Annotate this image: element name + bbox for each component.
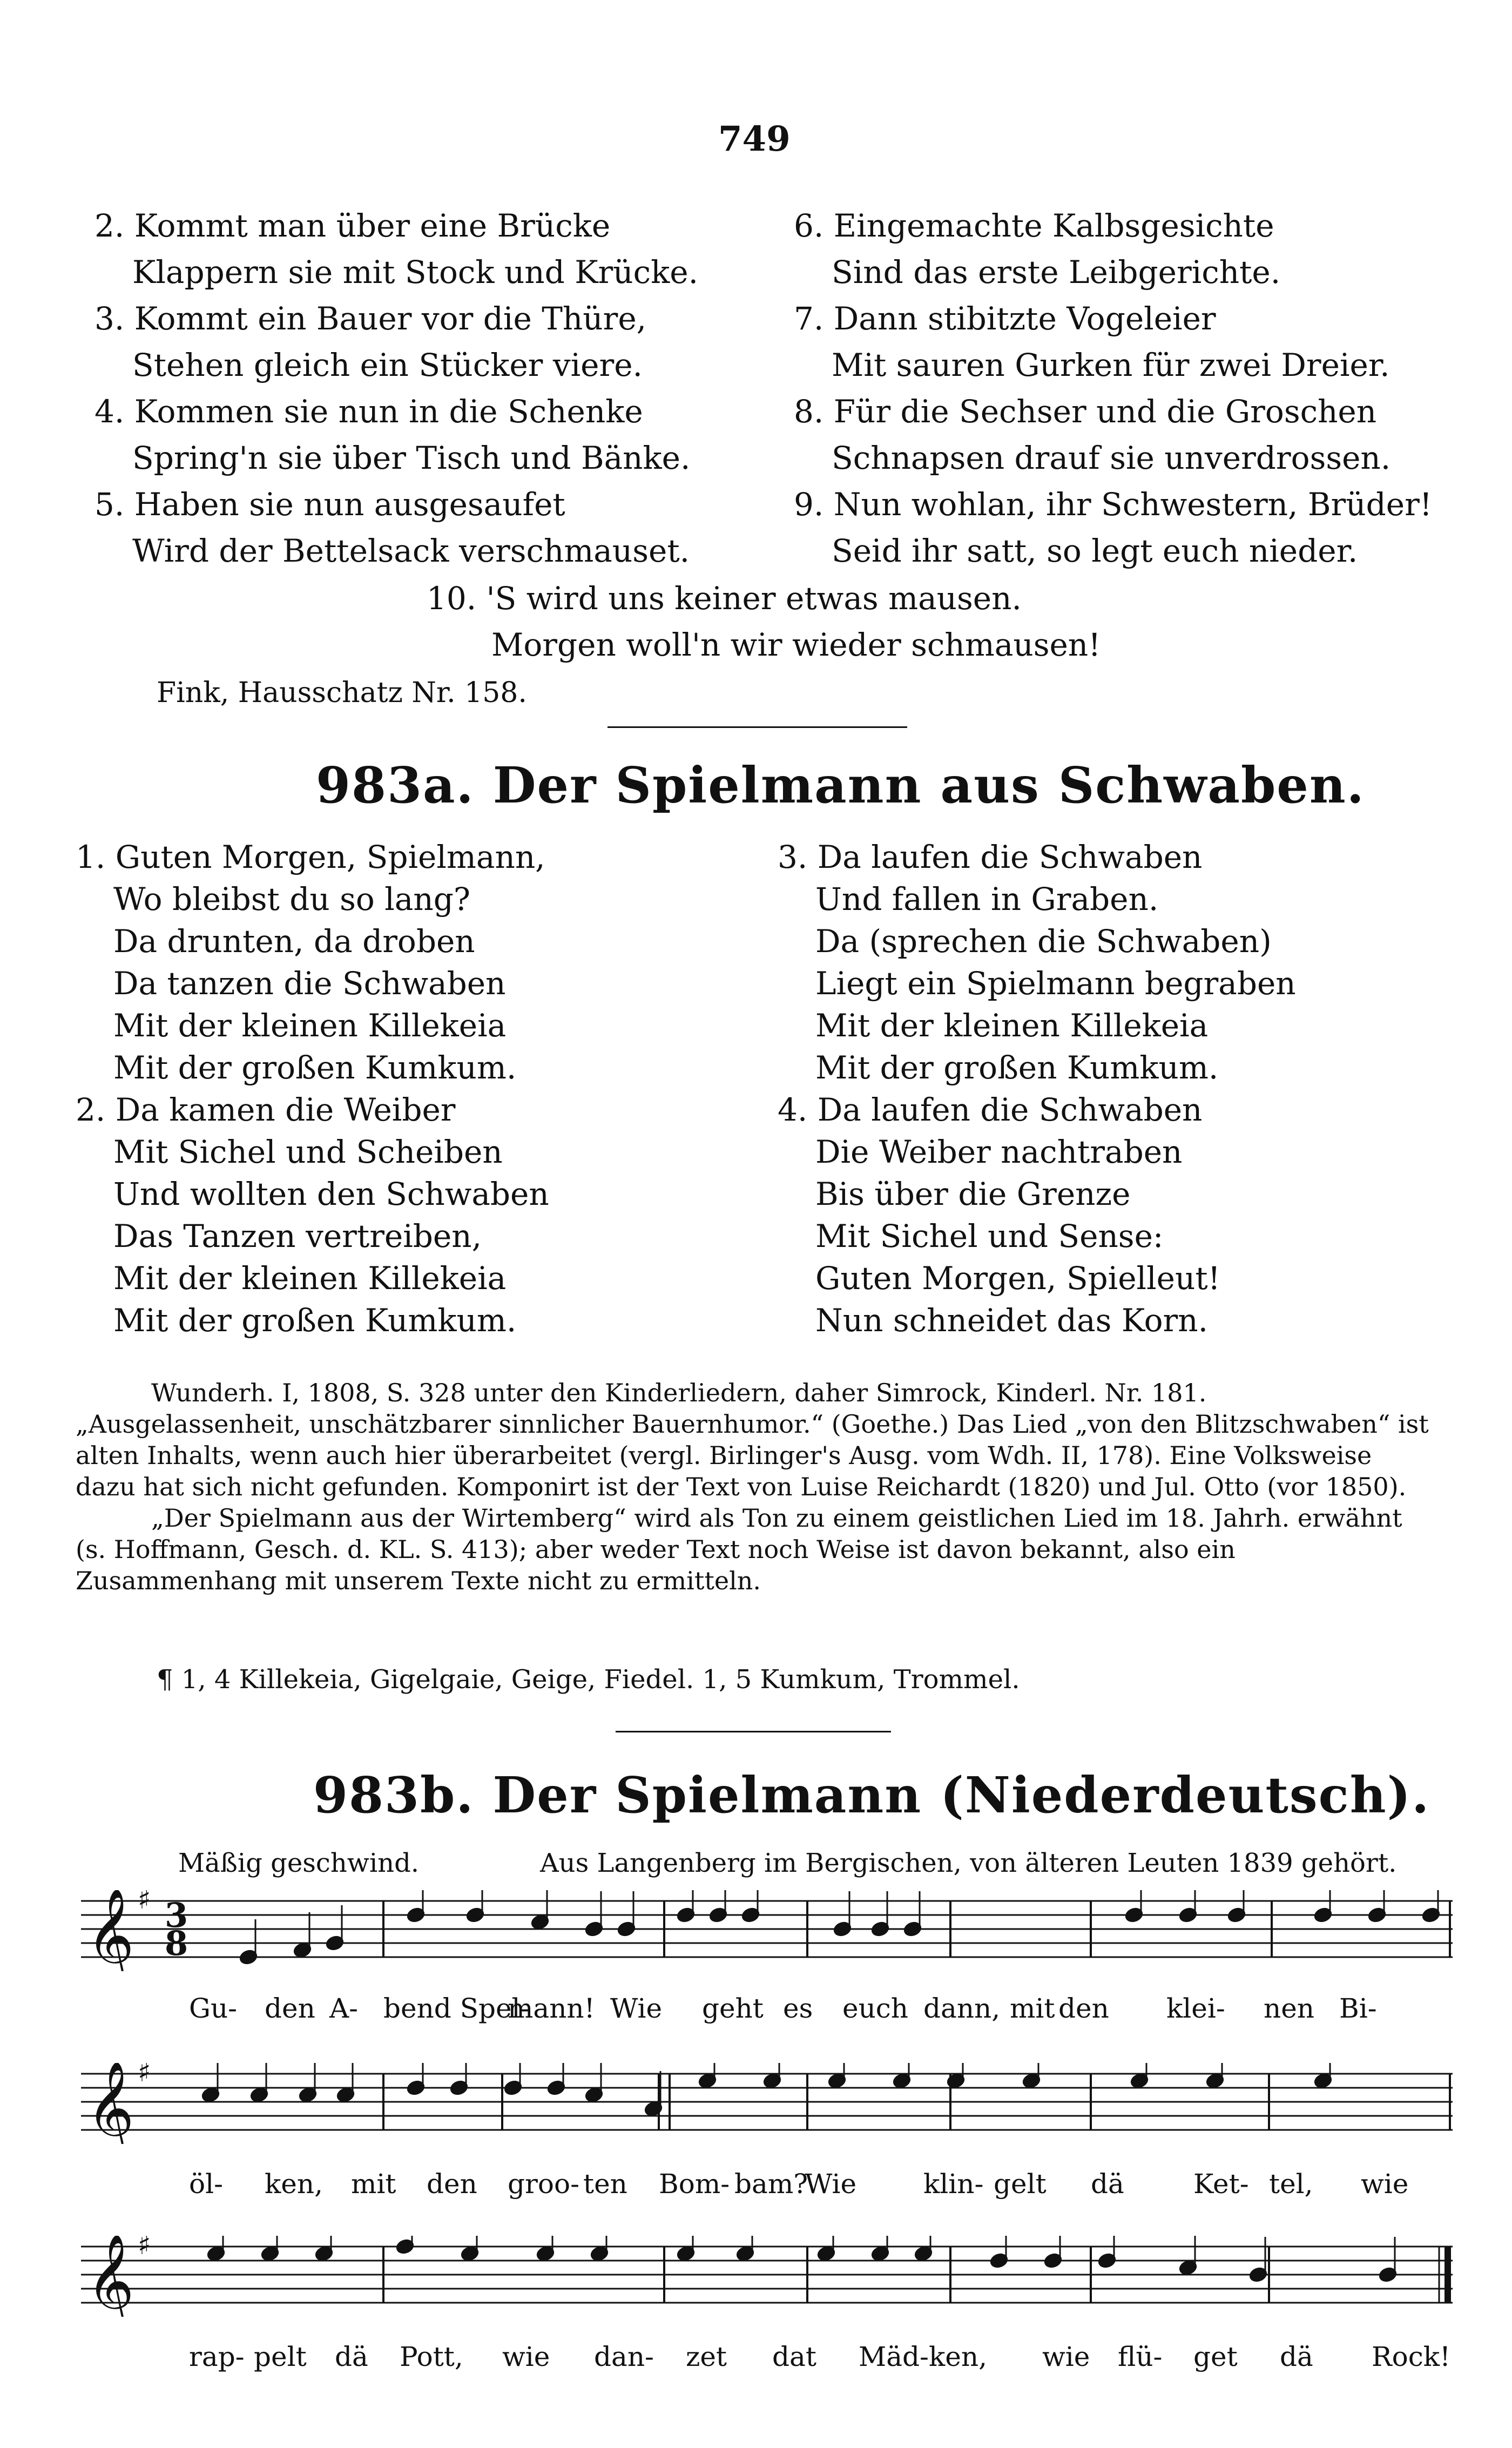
stanza-line: Klappern sie mit Stock und Krücke. — [132, 254, 699, 291]
divider-1 — [608, 726, 907, 728]
lyric-syllable: euch — [842, 1993, 908, 2024]
song2-right-column — [778, 836, 1480, 1341]
stanza-line: Mit der großen Kumkum. — [113, 1302, 517, 1339]
lyric-syllable: Wie — [805, 2168, 857, 2200]
tempo-marking: Mäßig geschwind. — [178, 1848, 420, 1878]
lyric-syllable: mann! — [508, 1993, 595, 2024]
lyric-syllable: Bom- — [659, 2168, 730, 2200]
lyric-syllable: mit — [1010, 1993, 1055, 2024]
stanza-line: Und wollten den Schwaben — [113, 1176, 549, 1212]
stanza-line: Mit der kleinen Killekeia — [113, 1007, 507, 1044]
stanza-line: 4. Kommen sie nun in die Schenke — [94, 393, 643, 430]
song2-notes — [76, 1377, 1436, 1596]
lyric-syllable: klei- — [1166, 1993, 1225, 2024]
time-signature-bottom: 8 — [165, 1924, 188, 1963]
lyric-syllable: Rock! — [1372, 2341, 1451, 2372]
song1-right-column — [794, 203, 1469, 574]
stanza-line: 9. Nun wohlan, ihr Schwestern, Brüder! — [794, 486, 1433, 523]
lyric-syllable: wie — [502, 2341, 550, 2372]
lyric-syllable: bend Spel- — [383, 1993, 530, 2024]
song2-glossary: ¶ 1, 4 Killekeia, Gigelgaie, Geige, Fiedel. 1, 5 Kumkum, Trommel. — [157, 1664, 1020, 1695]
stanza-number: 2. — [76, 1091, 116, 1128]
treble-clef-icon: 𝄞 — [86, 2236, 134, 2317]
stanza-line: Nun schneidet das Korn. — [815, 1302, 1209, 1339]
stanza-number: 8. — [794, 393, 834, 430]
sharp-icon: ♯ — [138, 1890, 151, 1915]
stanza-line: 3. Da laufen die Schwaben — [778, 839, 1203, 875]
stanza-line: 4. Da laufen die Schwaben — [778, 1091, 1203, 1128]
stanza-number: 7. — [794, 300, 834, 337]
lyric-syllable: den — [1058, 1993, 1109, 2024]
lyric-syllable: wie — [1042, 2341, 1090, 2372]
lyric-syllable: ken, — [929, 2341, 987, 2372]
page-number: 749 — [718, 119, 791, 159]
stanza-number: 4. — [778, 1091, 818, 1128]
stanza-line: Mit Sichel und Scheiben — [113, 1134, 503, 1170]
final-barline-thick — [1444, 2247, 1451, 2303]
song1-source: Fink, Hausschatz Nr. 158. — [157, 677, 527, 709]
stanza-number: 3. — [94, 300, 134, 337]
stanza-line: Mit der großen Kumkum. — [113, 1049, 517, 1086]
stanza-number: 6. — [794, 207, 834, 244]
lyric-syllable: den — [427, 2168, 477, 2200]
lyric-syllable: groo- — [508, 2168, 580, 2200]
lyric-syllable: gelt — [994, 2168, 1047, 2200]
stanza-line: Seid ihr satt, so legt euch nieder. — [832, 532, 1358, 569]
stanza-line: Mit der kleinen Killekeia — [815, 1007, 1209, 1044]
stanza-line: Und fallen in Graben. — [815, 881, 1159, 918]
stanza-line: Das Tanzen vertreiben, — [113, 1218, 482, 1255]
note-paragraph-2: „Der Spielmann aus der Wirtemberg“ wird als Ton zu einem geistlichen Lied im 18. Jahrh. erwähnt (s. Hoffmann, Gesch. d. KL. S. 413); aber weder Text noch Weise ist davon bekannt, also ein Zusammenhang mit unserem Texte nicht zu ermitteln. — [76, 1503, 1402, 1595]
lyric-syllable: flü- — [1118, 2341, 1163, 2372]
lyric-syllable: dann, — [923, 1993, 1001, 2024]
stanza-line: Wo bleibst du so lang? — [113, 881, 470, 918]
stanza-line: Morgen woll'n wir wieder schmausen! — [491, 626, 1101, 663]
stanza-line: Mit der großen Kumkum. — [815, 1049, 1219, 1086]
stanza-number: 9. — [794, 486, 834, 523]
lyric-syllable: klin- — [923, 2168, 984, 2200]
lyric-syllable: Bi- — [1339, 1993, 1377, 2024]
lyric-syllable: rap- — [189, 2341, 245, 2372]
song3-heading: 983b. Der Spielmann (Niederdeutsch). — [313, 1766, 1430, 1824]
lyric-syllable: Ket- — [1193, 2168, 1249, 2200]
stanza-line: Spring'n sie über Tisch und Bänke. — [132, 440, 691, 476]
note-paragraph-1: Wunderh. I, 1808, S. 328 unter den Kinderliedern, daher Simrock, Kinderl. Nr. 181. „Ausgelassenheit, unschätzbarer sinnlicher Bauernhumor.“ (Goethe.) Das Lied „von den Blitzschwaben“ ist alten Inhalts, wenn auch hier überarbeitet (vergl. Birlinger's Ausg. vom Wdh. II, 178). Eine Volksweise dazu hat sich nicht gefunden. Komponirt ist der Text von Luise Reichardt (1820) und Jul. Otto (vor 1850). — [76, 1378, 1429, 1501]
lyric-syllable: Wie — [610, 1993, 663, 2024]
stanza-line: Stehen gleich ein Stücker viere. — [132, 347, 643, 383]
sharp-icon: ♯ — [138, 2063, 151, 2088]
stanza-line: 2. Kommt man über eine Brücke — [94, 207, 611, 244]
stanza-line: 2. Da kamen die Weiber — [76, 1091, 456, 1128]
stanza-line: Da (sprechen die Schwaben) — [815, 923, 1272, 960]
lyric-syllable: dä — [1091, 2168, 1124, 2200]
divider-2 — [616, 1731, 891, 1732]
stanza-line: Sind das erste Leibgerichte. — [832, 254, 1281, 291]
stanza-number: 3. — [778, 839, 818, 875]
stanza-line: 1. Guten Morgen, Spielmann, — [76, 839, 545, 875]
lyric-syllable: öl- — [189, 2168, 223, 2200]
time-signature-top: 3 — [165, 1896, 188, 1935]
lyric-syllable: dä — [1280, 2341, 1313, 2372]
song1-left-column — [94, 203, 770, 574]
stanza-line: 5. Haben sie nun ausgesaufet — [94, 486, 565, 523]
stanza-line: Mit der kleinen Killekeia — [113, 1260, 507, 1297]
music-staff-1 — [81, 1890, 1453, 1971]
lyric-syllable: den — [265, 1993, 315, 2024]
lyric-syllable: dä — [335, 2341, 368, 2372]
music-staff-2 — [81, 2063, 1453, 2144]
stanza-line: Mit sauren Gurken für zwei Dreier. — [832, 347, 1390, 383]
stanza-line: Liegt ein Spielmann begraben — [815, 965, 1296, 1002]
lyric-syllable: nen — [1264, 1993, 1314, 2024]
lyric-syllable: get — [1193, 2341, 1238, 2372]
lyric-syllable: mit — [351, 2168, 396, 2200]
stanza-line: Schnapsen drauf sie unverdrossen. — [832, 440, 1391, 476]
lyric-syllable: wie — [1361, 2168, 1409, 2200]
treble-clef-icon: 𝄞 — [86, 1890, 134, 1971]
lyric-syllable: A- — [329, 1993, 359, 2024]
lyric-syllable: pelt — [254, 2341, 307, 2372]
stanza-line: Guten Morgen, Spielleut! — [815, 1260, 1220, 1297]
stanza-line: Mit Sichel und Sense: — [815, 1218, 1164, 1255]
stanza-line: 10. 'S wird uns keiner etwas mausen. — [427, 580, 1022, 617]
lyric-syllable: dan- — [594, 2341, 654, 2372]
song3-source: Aus Langenberg im Bergischen, von älteren Leuten 1839 gehört. — [540, 1848, 1397, 1878]
stanza-line: 8. Für die Sechser und die Groschen — [794, 393, 1377, 430]
stanza-number: 1. — [76, 839, 116, 875]
song2-left-column — [76, 836, 778, 1341]
music-staff-3 — [81, 2236, 1453, 2317]
stanza-line: 7. Dann stibitzte Vogeleier — [794, 300, 1216, 337]
stanza-line: Die Weiber nachtraben — [815, 1134, 1183, 1170]
stanza-line: 6. Eingemachte Kalbsgesichte — [794, 207, 1274, 244]
stanza-number: 4. — [94, 393, 134, 430]
lyric-syllable: geht — [702, 1993, 764, 2024]
lyric-syllable: Mäd- — [859, 2341, 929, 2372]
treble-clef-icon: 𝄞 — [86, 2063, 134, 2144]
lyric-syllable: Gu- — [189, 1993, 238, 2024]
lyric-syllable: dat — [772, 2341, 816, 2372]
lyric-syllable: ten — [583, 2168, 627, 2200]
stanza-line: Bis über die Grenze — [815, 1176, 1131, 1212]
lyric-syllable: tel, — [1269, 2168, 1313, 2200]
lyric-syllable: Pott, — [400, 2341, 463, 2372]
song2-heading: 983a. Der Spielmann aus Schwaben. — [316, 756, 1365, 814]
lyric-syllable: zet — [686, 2341, 727, 2372]
stanza-number: 2. — [94, 207, 134, 244]
stanza-line: Da drunten, da droben — [113, 923, 475, 960]
lyric-syllable: bam? — [734, 2168, 808, 2200]
stanza-number: 5. — [94, 486, 134, 523]
stanza-line: Da tanzen die Schwaben — [113, 965, 506, 1002]
stanza-line: Wird der Bettelsack verschmauset. — [132, 532, 690, 569]
song1-final-stanza — [427, 575, 1129, 668]
lyric-syllable: ken, — [265, 2168, 323, 2200]
sharp-icon: ♯ — [138, 2236, 151, 2261]
lyric-syllable: es — [783, 1993, 813, 2024]
stanza-line: 3. Kommt ein Bauer vor die Thüre, — [94, 300, 647, 337]
